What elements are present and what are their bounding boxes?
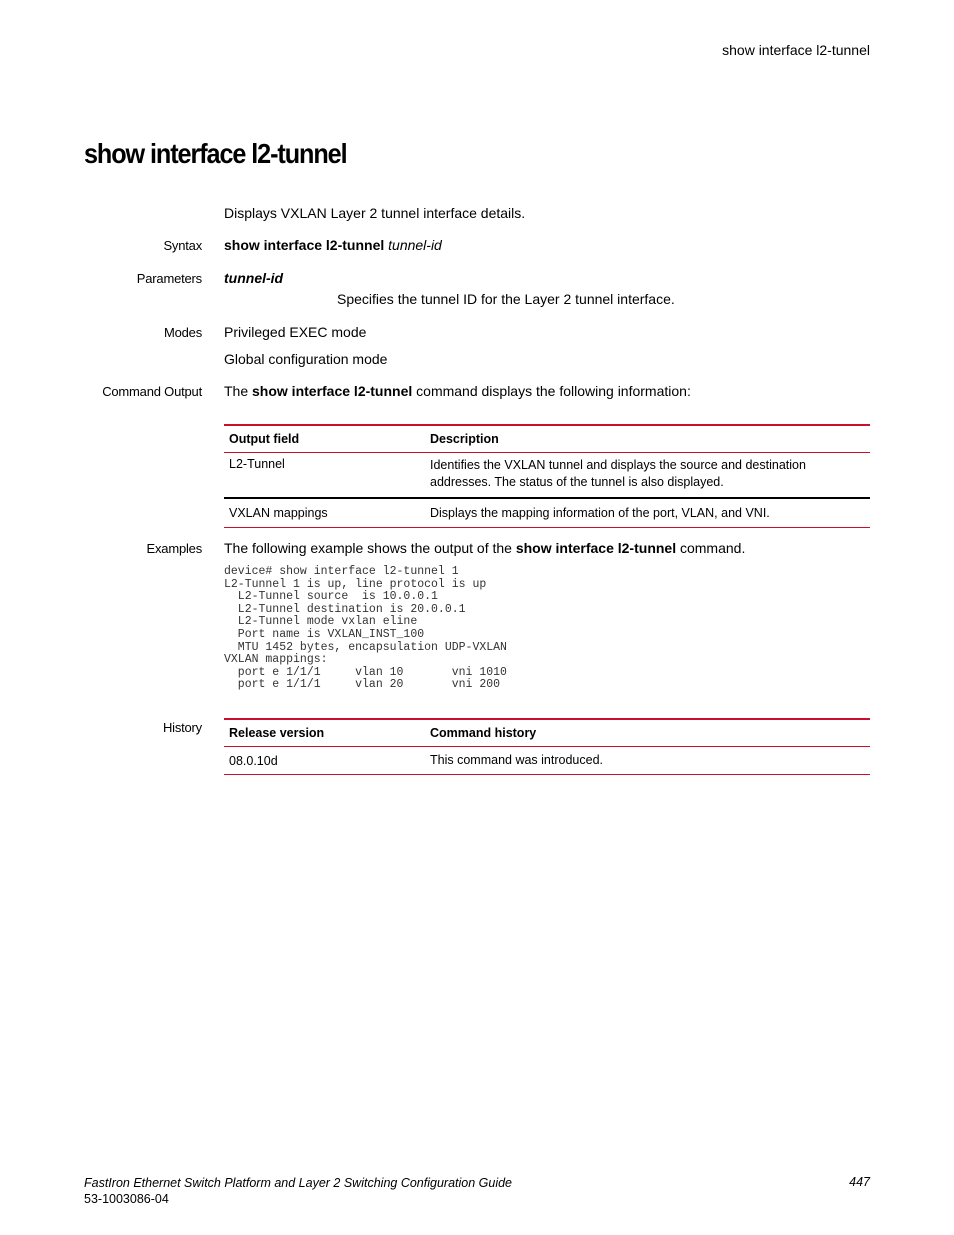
- page-title: show interface l2-tunnel: [84, 138, 347, 169]
- table-cell: This command was introduced.: [430, 753, 603, 767]
- syntax-command: show interface l2-tunnel: [224, 237, 385, 253]
- examples-suffix: command.: [676, 540, 746, 556]
- parameter-name: tunnel-id: [224, 270, 284, 286]
- footer-left: [84, 1175, 512, 1207]
- command-output-prefix: The: [224, 383, 253, 399]
- table-cell: 08.0.10d: [229, 753, 278, 768]
- syntax-arg: tunnel-id: [388, 237, 442, 253]
- mode-item: Global configuration mode: [224, 351, 388, 367]
- intro-text: Displays VXLAN Layer 2 tunnel interface details.: [224, 205, 526, 221]
- parameters-label: Parameters: [136, 271, 202, 286]
- history-label: History: [162, 720, 202, 735]
- guide-title: FastIron Ethernet Switch Platform and Layer 2 Switching Configuration Guide: [84, 1176, 512, 1190]
- mode-item: Privileged EXEC mode: [224, 324, 367, 340]
- syntax-label: Syntax: [163, 238, 202, 253]
- table-header-row: [224, 424, 870, 453]
- command-output-text: [224, 383, 691, 399]
- table-cell: VXLAN mappings: [229, 506, 328, 520]
- command-output-label: Command Output: [102, 384, 202, 399]
- history-table: [224, 718, 870, 775]
- command-output-command: show interface l2-tunnel: [252, 383, 413, 399]
- column-header: Command history: [430, 725, 537, 740]
- parameter-description: Specifies the tunnel ID for the Layer 2 tunnel interface.: [337, 291, 675, 307]
- column-header: Description: [430, 431, 499, 446]
- table-row: [224, 747, 870, 775]
- command-output-suffix: command displays the following information:: [412, 383, 691, 399]
- column-header: Output field: [229, 432, 300, 446]
- table-header-row: [224, 718, 870, 747]
- output-table: [224, 424, 870, 528]
- table-row: [224, 499, 870, 528]
- examples-command: show interface l2-tunnel: [515, 540, 677, 556]
- syntax-line: [224, 237, 442, 253]
- examples-label: Examples: [146, 541, 202, 556]
- doc-number: 53-1003086-04: [84, 1192, 169, 1206]
- column-header: Release version: [229, 726, 325, 740]
- table-cell: Identifies the VXLAN tunnel and displays the source and destination addresses. The status of the tunnel is also displayed.: [430, 458, 806, 489]
- examples-text: [224, 540, 745, 556]
- modes-label: Modes: [163, 325, 202, 340]
- running-head: show interface l2-tunnel: [722, 42, 870, 58]
- table-cell: Displays the mapping information of the port, VLAN, and VNI.: [430, 505, 770, 520]
- examples-prefix: The following example shows the output of the: [224, 540, 516, 556]
- page-number: 447: [849, 1175, 870, 1189]
- table-row: [224, 453, 870, 499]
- example-code-block: device# show interface l2-tunnel 1 L2-Tunnel 1 is up, line protocol is up L2-Tunnel source is 10.0.0.1 L2-Tunnel destination is 20.0.0.1 L2-Tunnel mode vxlan eline Port name is VXLAN_INST_100 MTU 1452 bytes, encapsulation UDP-VXLAN VXLAN mappings: port e 1/1/1 vlan 10 vni 1010 port e 1/1/1 vlan 20 vni 200: [224, 565, 507, 692]
- table-cell: L2-Tunnel: [229, 457, 285, 471]
